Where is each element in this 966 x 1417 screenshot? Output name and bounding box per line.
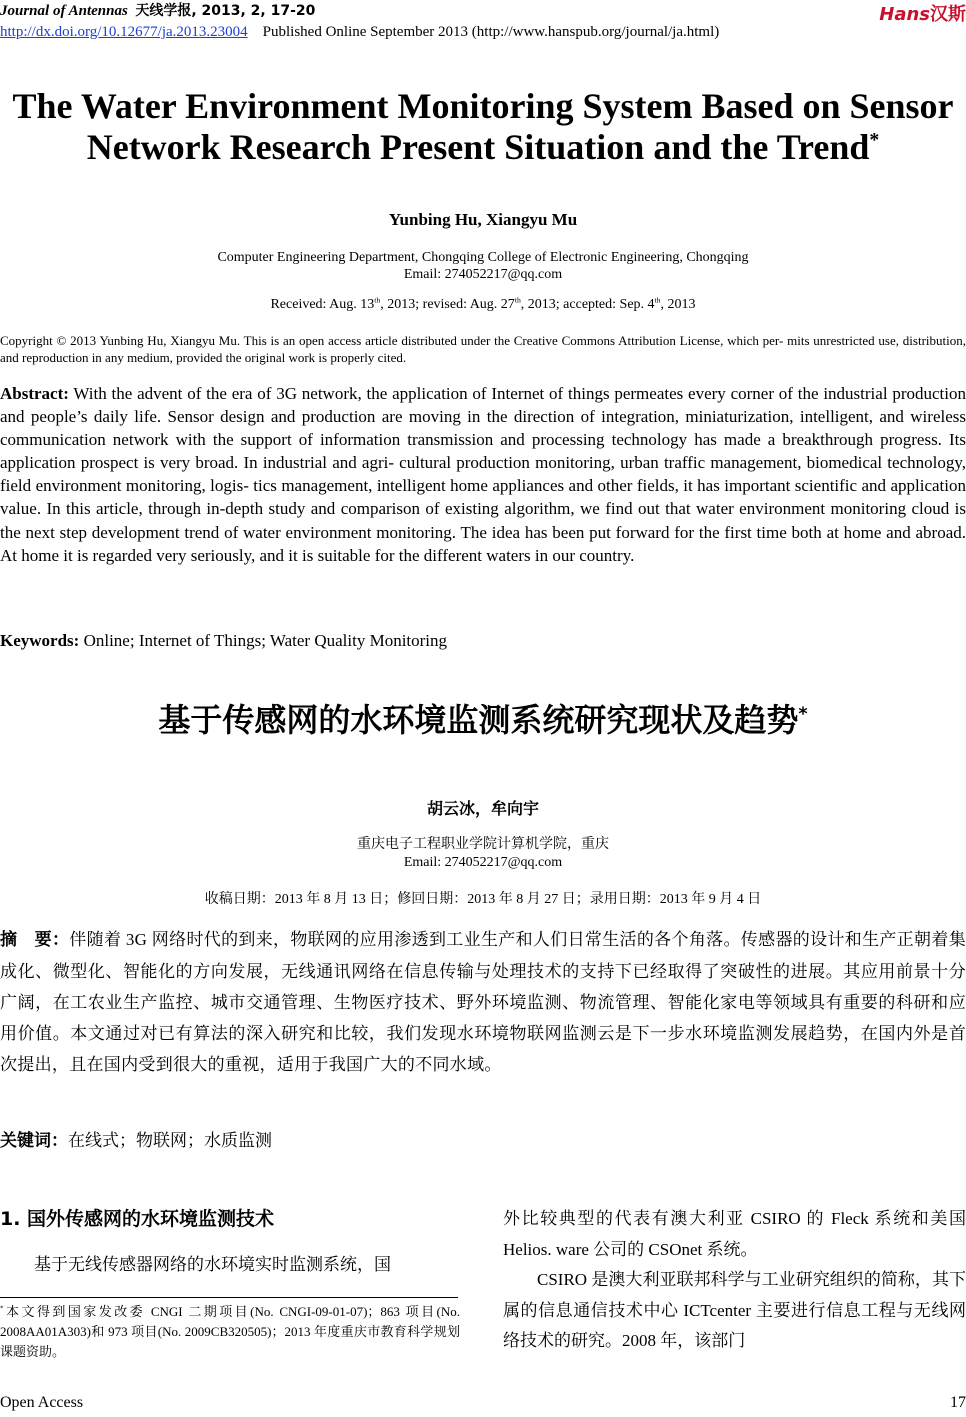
keywords-label: Keywords: [0, 631, 80, 650]
keywords [0, 631, 447, 651]
footnote: *本文得到国家发改委 CNGI 二期项目(No. CNGI-09-01-07)；863 项目(No. 2008AA01A303)和 973 项目(No. 2009CB320505)；2013 年度重庆市教育科学规划课题资助。 [0, 1304, 460, 1359]
received-dates: Received: Aug. 13th, 2013; revised: Aug. 27th, 2013; accepted: Sep. 4th, 2013 [270, 295, 696, 312]
abstract-text: With the advent of the era of 3G network, the application of Internet of things permeates every corner of the industrial production and people’s daily life. Sensor design and production are moving in the direction of integration, miniaturization, intelligent, and wireless communication network with the support of information transmission and processing technology has made a breakthrough progress. Its application prospect is very broad. In industrial and agri- cultural production monitoring, urban traffic management, biomedical technology, field environment monitoring, logis- tics management, intelligent home appliances and other fields, it has important scientific and application value. In this article, through in-depth study and comparison of existing algorithm, we find out that water environment monitoring cloud is the next step development trend of water environment monitoring. The idea has been put forward for the first time both at home and abroad. At home it is regarded very seriously, and it is suitable for the different waters in our country. [0, 384, 966, 565]
open-access-label: Open Access [0, 1394, 84, 1411]
body-paragraph: 外比较典型的代表有澳大利亚 CSIRO 的 Fleck 系统和美国 Helios. ware 公司的 CSOnet 系统。 [503, 1209, 966, 1259]
published-info: Published Online September 2013 (http://www.hanspub.org/journal/ja.html) [262, 24, 720, 40]
doi-link[interactable]: http://dx.doi.org/10.12677/ja.2013.23004 [0, 24, 248, 40]
section-heading: 1. 国外传感网的水环境监测技术 [0, 1208, 275, 1230]
chinese-abstract [0, 924, 966, 1080]
chinese-authors: 胡云冰，牟向宇 [426, 799, 539, 818]
email: Email: 274052217@qq.com [403, 267, 563, 282]
doi-line [0, 23, 719, 41]
copyright-notice: Copyright © 2013 Yunbing Hu, Xiangyu Mu. This is an open access article distributed under the Creative Commons Attribution License, which per- mits unrestricted use, distribution, and reproduction in any medium, provided the original work is properly cited. [0, 333, 966, 365]
authors: Yunbing Hu, Xiangyu Mu [388, 210, 578, 229]
footnote-divider [0, 1297, 458, 1298]
body-paragraph: 基于无线传感器网络的水环境实时监测系统，国 [34, 1255, 391, 1274]
title-footnote-mark: * [869, 129, 880, 151]
chinese-abstract-label: 摘 要： [0, 930, 70, 950]
paper-title: The Water Environment Monitoring System Based on Sensor Network Research Present Situation and the Trend* [12, 86, 954, 167]
chinese-abstract-text: 伴随着 3G 网络时代的到来，物联网的应用渗透到工业生产和人们日常生活的各个角落。传感器的设计和生产正朝着集成化、微型化、智能化的方向发展，无线通讯网络在信息传输与处理技术的支持下已经取得了突破性的进展。其应用前景十分广阔，在工农业生产监控、城市交通管理、生物医疗技术、野外环境监测、物流管理、智能化家电等领域具有重要的科研和应用价值。本文通过对已有算法的深入研究和比较，我们发现水环境物联网监测云是下一步水环境监测发展趋势，在国内外是首次提出，且在国内受到很大的重视，适用于我国广大的不同水域。 [0, 930, 966, 1074]
chinese-received-dates: 收稿日期：2013 年 8 月 13 日；修回日期：2013 年 8 月 27 日；录用日期：2013 年 9 月 4 日 [204, 892, 762, 907]
journal-name: Journal of Antennas [0, 3, 128, 19]
chinese-email: Email: 274052217@qq.com [403, 855, 563, 870]
chinese-keywords [0, 1126, 272, 1151]
chinese-keywords-text: 在线式；物联网；水质监测 [68, 1131, 272, 1150]
abstract [0, 382, 966, 567]
chinese-affiliation: 重庆电子工程职业学院计算机学院，重庆 Email: 274052217@qq.com [0, 836, 966, 872]
affiliation: Computer Engineering Department, Chongqing College of Electronic Engineering, Chongqing Email: 274052217@qq.com [0, 249, 966, 283]
abstract-label: Abstract: [0, 384, 69, 403]
chinese-keywords-label: 关键词： [0, 1131, 68, 1151]
chinese-title: 基于传感网的水环境监测系统研究现状及趋势* [158, 701, 808, 739]
page-number: 17 [950, 1394, 966, 1411]
body-paragraph: CSIRO 是澳大利亚联邦科学与工业研究组织的简称，其下属的信息通信技术中心 ICTcenter 主要进行信息工程与无线网络技术的研究。2008 年，该部门 [503, 1270, 966, 1350]
journal-header [0, 2, 315, 20]
keywords-text: Online; Internet of Things; Water Quality Monitoring [83, 631, 448, 650]
right-column [503, 1204, 966, 1357]
publisher-logo: Hans汉斯 [879, 4, 966, 25]
journal-info: 天线学报, 2013, 2, 17-20 [135, 3, 316, 19]
